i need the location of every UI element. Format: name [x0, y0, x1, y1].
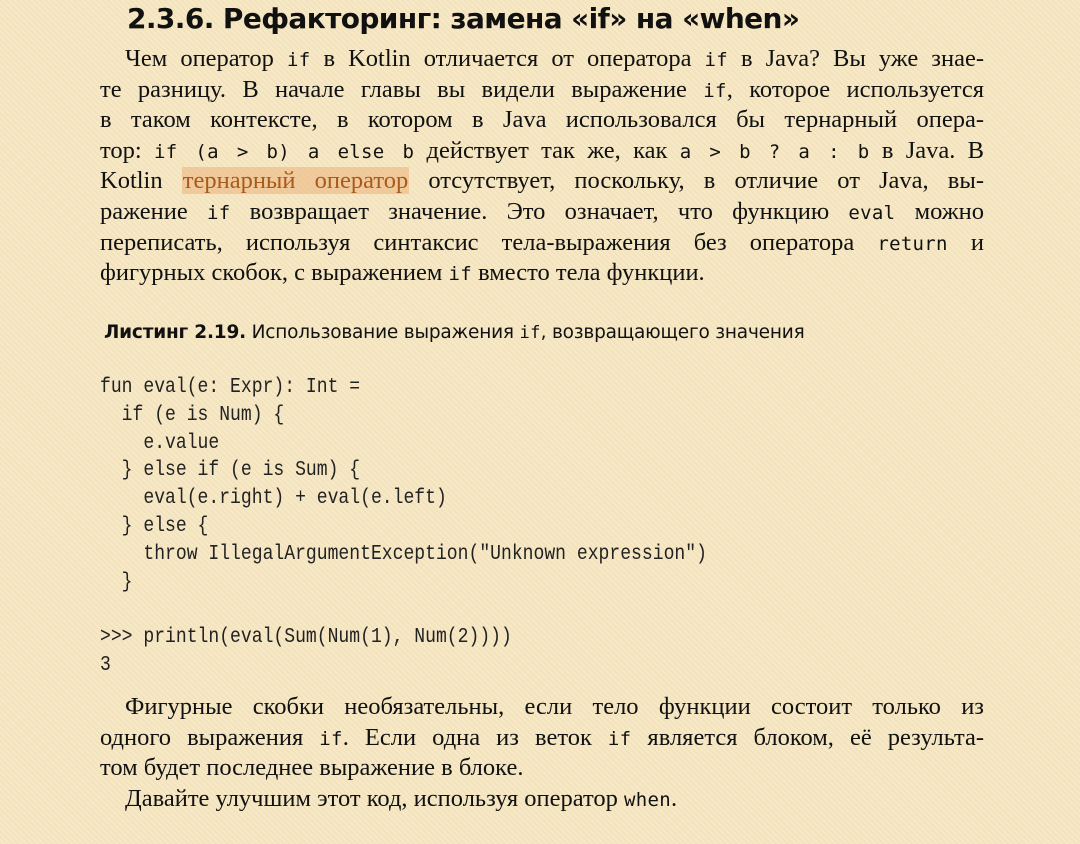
text-run: можно — [895, 197, 984, 225]
text-line — [100, 228, 984, 259]
inline-code: if — [703, 79, 727, 102]
inline-code: if (a > b) a else b — [154, 140, 415, 163]
text-run: Чем оператор — [125, 45, 287, 72]
code-blank-line — [100, 596, 707, 624]
code-line: } — [100, 570, 133, 594]
text-run: . — [671, 784, 678, 812]
section-heading: 2.3.6. Рефакторинг: замена «if» на «when» — [127, 2, 800, 35]
inline-code: if — [206, 201, 231, 224]
text-run: тор: — [100, 136, 155, 164]
inline-code: if — [519, 323, 541, 343]
text-line — [100, 75, 984, 106]
text-line — [100, 258, 984, 289]
text-line: Фигурные скобки необязательны, если тело функции состоит только из — [125, 693, 984, 720]
listing-label: Листинг 2.19. — [104, 322, 246, 343]
text-line — [100, 136, 984, 167]
text-line — [100, 166, 984, 197]
code-line: throw IllegalArgumentException("Unknown expression") — [100, 542, 707, 566]
text-run: фигурных скобок, с выражением — [100, 259, 449, 287]
text-run: переписать, используя синтаксис тела-выражения без оператора — [100, 228, 878, 256]
inline-code: return — [877, 232, 948, 255]
code-line: eval(e.right) + eval(e.left) — [100, 487, 447, 511]
text-run: , возвращающего значения — [540, 322, 805, 343]
text-line — [100, 44, 984, 75]
inline-code: if — [607, 727, 632, 750]
text-line: в таком контексте, в котором в Java использовался бы тернарный опера- — [100, 106, 984, 134]
text-run: Kotlin — [100, 167, 182, 195]
code-listing — [100, 374, 707, 680]
code-line: } else if (e is Sum) { — [100, 459, 361, 483]
text-line — [100, 784, 984, 815]
inline-code: if — [704, 49, 728, 71]
text-run: действует так же, как — [414, 136, 680, 164]
text-run: в Java. В — [869, 136, 985, 164]
code-line: if (e is Num) { — [100, 403, 285, 427]
code-line: e.value — [100, 431, 220, 455]
inline-code: eval — [848, 201, 896, 224]
listing-caption — [104, 320, 805, 346]
inline-code: if — [286, 49, 311, 71]
text-line — [100, 197, 984, 228]
text-run: является блоком, её результа- — [631, 723, 985, 751]
text-run: в Kotlin отличается от оператора — [310, 45, 705, 72]
text-run: отсутствует, поскольку, в отличие от Java, вы- — [409, 167, 984, 195]
text-run: возвращает значение. Это означает, что функцию — [230, 197, 849, 225]
text-run: , которое используется — [726, 75, 985, 103]
inline-code: a > b ? a : b — [679, 140, 870, 163]
text-run: Давайте улучшим этот код, используя оператор — [125, 784, 625, 812]
inline-code: when — [624, 788, 672, 811]
text-run: в Java? Вы уже знае- — [727, 45, 984, 72]
paragraph-if-vs-java — [100, 44, 984, 289]
text-run: и — [947, 228, 984, 256]
text-run: одного выражения — [100, 723, 320, 751]
text-run: Использование выражения — [245, 322, 520, 343]
text-run: вместо тела функции. — [471, 259, 705, 287]
text-run: те разницу. В начале главы вы видели выражение — [100, 75, 704, 103]
text-line: том будет последнее выражение в блоке. — [100, 754, 524, 782]
code-line: } else { — [100, 514, 209, 538]
paragraph-braces-optional — [100, 692, 984, 814]
text-line — [100, 723, 984, 754]
highlighted-term[interactable]: тернарный оператор — [182, 167, 409, 195]
text-run: ражение — [100, 197, 207, 225]
code-line: fun eval(e: Expr): Int = — [100, 376, 361, 399]
inline-code: if — [448, 263, 472, 286]
inline-code: if — [319, 727, 343, 750]
code-line: >>> println(eval(Sum(Num(1), Num(2)))) — [100, 626, 512, 650]
code-line: 3 — [100, 653, 111, 677]
text-run: . Если одна из веток — [342, 723, 608, 751]
